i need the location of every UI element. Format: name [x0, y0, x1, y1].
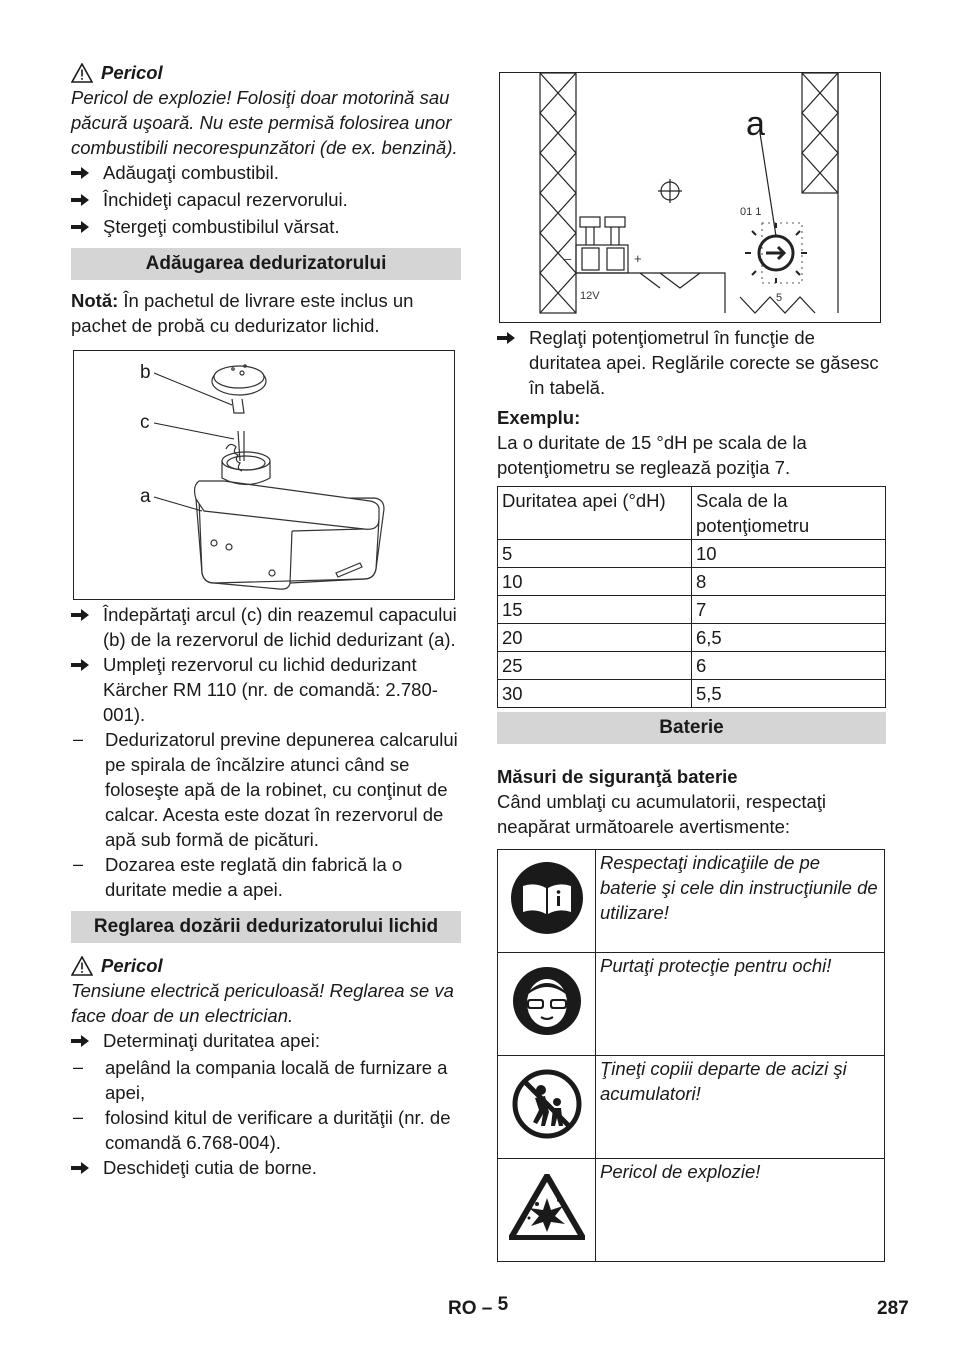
dash-text: Dedurizatorul previne depunerea calcarului pe spirala de încălzire atunci când se foloseşte apă de la robinet, cu conţinut de calcar. Acesta este dozat în rezervorul de apă sub formă de picături. [105, 729, 458, 850]
potentiometer-figure [499, 72, 881, 323]
figure-label-c: c [140, 412, 150, 433]
example-text: La o duritate de 15 °dH pe scala de la potenţiometru se reglează poziţia 7. [497, 432, 807, 478]
figure-label-b: b [140, 362, 151, 383]
scale-label-top: 01 1 [740, 206, 762, 218]
table-cell: 8 [692, 568, 886, 596]
safety-text: Respectaţi indicaţiile de pe baterie şi cele din instrucţiunile de utilizare! [596, 850, 885, 953]
warning-text: Tensiune electrică periculoasă! Reglarea se va face doar de un electrician. [71, 980, 454, 1026]
footer-sep: – [481, 1298, 493, 1319]
table-row [498, 568, 886, 596]
safety-heading: Măsuri de siguranţă baterie [497, 766, 738, 787]
scale-label-bottom: 5 [776, 292, 783, 304]
softener-tank-figure [73, 350, 455, 600]
warning-heading [71, 60, 461, 85]
note-label: Notă: [71, 290, 119, 311]
step-text: Umpleţi rezervorul cu lichid dedurizant Kärcher RM 110 (nr. de comandă: 2.780-001). [103, 654, 438, 725]
arrow-icon [71, 214, 103, 241]
dash-text: apelând la compania locală de furnizare a apei, [105, 1057, 448, 1103]
step-text: Adăugaţi combustibil. [103, 162, 279, 183]
arrow-icon [71, 652, 103, 679]
example-heading: Exemplu: [497, 407, 581, 428]
warning-text: Pericol de explozie! Folosiţi doar motorină sau păcură uşoară. Nu este permisă folosirea unor combustibili necorespunzători (de ex. benzină). [71, 87, 458, 158]
safety-text: Purtaţi protecţie pentru ochi! [596, 953, 885, 1056]
step-item [71, 652, 461, 727]
warning-triangle-icon [71, 956, 93, 976]
section-heading: Reglarea dozării dedurizatorului lichid [71, 911, 461, 943]
safety-table [497, 849, 885, 1262]
table-row [498, 1159, 885, 1262]
step-text: Deschideţi cutia de borne. [103, 1157, 317, 1178]
step-text: Îndepărtaţi arcul (c) din reazemul capacului (b) de la rezervorul de lichid dedurizant (a). [103, 604, 457, 650]
softener-tank-drawing [74, 351, 454, 599]
table-cell: 5 [498, 540, 692, 568]
footer-page-label [448, 1296, 508, 1321]
step-item [71, 1028, 461, 1055]
dash-bullet: – [73, 1107, 84, 1127]
step-item [71, 214, 461, 241]
table-cell: 15 [498, 596, 692, 624]
table-cell: 10 [692, 540, 886, 568]
dash-item [71, 852, 461, 902]
voltage-label: 12V [580, 290, 600, 302]
table-header-cell: Scala de la potenţiometru [692, 487, 886, 540]
dash-item [71, 727, 461, 852]
note-text: În pachetul de livrare este inclus un pachet de probă cu dedurizator lichid. [71, 290, 414, 336]
figure-label-a: a [140, 486, 151, 507]
step-text: Închideţi capacul rezervorului. [103, 189, 348, 210]
safety-text: Pericol de explozie! [596, 1159, 885, 1262]
table-header-cell: Duritatea apei (°dH) [498, 487, 692, 540]
warning-triangle-icon [71, 63, 93, 83]
table-row [498, 540, 886, 568]
dash-item [71, 1105, 461, 1155]
table-cell: 6 [692, 652, 886, 680]
dash-bullet: – [73, 854, 84, 874]
step-text: Determinaţi duritatea apei: [103, 1030, 320, 1051]
arrow-icon [71, 187, 103, 214]
arrow-icon [71, 160, 103, 187]
section-heading: Adăugarea dedurizatorului [71, 248, 461, 280]
table-row [498, 850, 885, 953]
table-cell: 10 [498, 568, 692, 596]
table-cell: 7 [692, 596, 886, 624]
minus-label: – [564, 251, 572, 266]
arrow-icon [71, 1028, 103, 1055]
step-item [71, 160, 461, 187]
section-heading: Baterie [497, 712, 886, 744]
right-column [497, 58, 886, 1262]
step-item [71, 187, 461, 214]
table-row [498, 680, 886, 708]
explosion-warning-icon [498, 1159, 596, 1262]
eye-protection-icon [498, 953, 596, 1056]
plus-label: + [634, 251, 642, 266]
table-header-row [498, 487, 886, 540]
arrow-icon [497, 325, 529, 352]
dash-bullet: – [73, 729, 84, 749]
table-row [498, 953, 885, 1056]
terminal-box-drawing [500, 73, 880, 322]
dash-item [71, 1055, 461, 1105]
manual-info-icon [498, 850, 596, 953]
table-row [498, 596, 886, 624]
table-row [498, 624, 886, 652]
table-cell: 5,5 [692, 680, 886, 708]
footer-local-page: 5 [497, 1294, 509, 1315]
table-cell: 30 [498, 680, 692, 708]
dash-bullet: – [73, 1057, 84, 1077]
left-column [71, 58, 461, 1182]
dash-text: folosind kitul de verificare a durităţii (nr. de comandă 6.768-004). [105, 1107, 451, 1153]
step-text: Reglaţi potenţiometrul în funcţie de duritatea apei. Reglările corecte se găsesc în tabelă. [529, 327, 879, 398]
step-item [71, 602, 461, 652]
warning-title: Pericol [101, 62, 163, 83]
hardness-table [497, 486, 886, 708]
safety-intro: Când umblaţi cu acumulatorii, respectaţi neapărat următoarele avertismente: [497, 791, 827, 837]
footer-lang: RO [448, 1298, 477, 1319]
page-number: 287 [877, 1298, 909, 1319]
step-item [497, 325, 886, 400]
warning-title: Pericol [101, 955, 163, 976]
table-cell: 20 [498, 624, 692, 652]
note-paragraph [71, 288, 461, 338]
table-cell: 6,5 [692, 624, 886, 652]
step-item [71, 1155, 461, 1182]
warning-heading [71, 953, 461, 978]
table-cell: 25 [498, 652, 692, 680]
table-row [498, 652, 886, 680]
arrow-icon [71, 1155, 103, 1182]
arrow-icon [71, 602, 103, 629]
figure-label-a: a [746, 105, 765, 143]
dash-text: Dozarea este reglată din fabrică la o duritate medie a apei. [105, 854, 403, 900]
safety-text: Ţineţi copiii departe de acizi şi acumulatori! [596, 1056, 885, 1159]
step-text: Ştergeţi combustibilul vărsat. [103, 216, 340, 237]
no-children-icon [498, 1056, 596, 1159]
table-row [498, 1056, 885, 1159]
